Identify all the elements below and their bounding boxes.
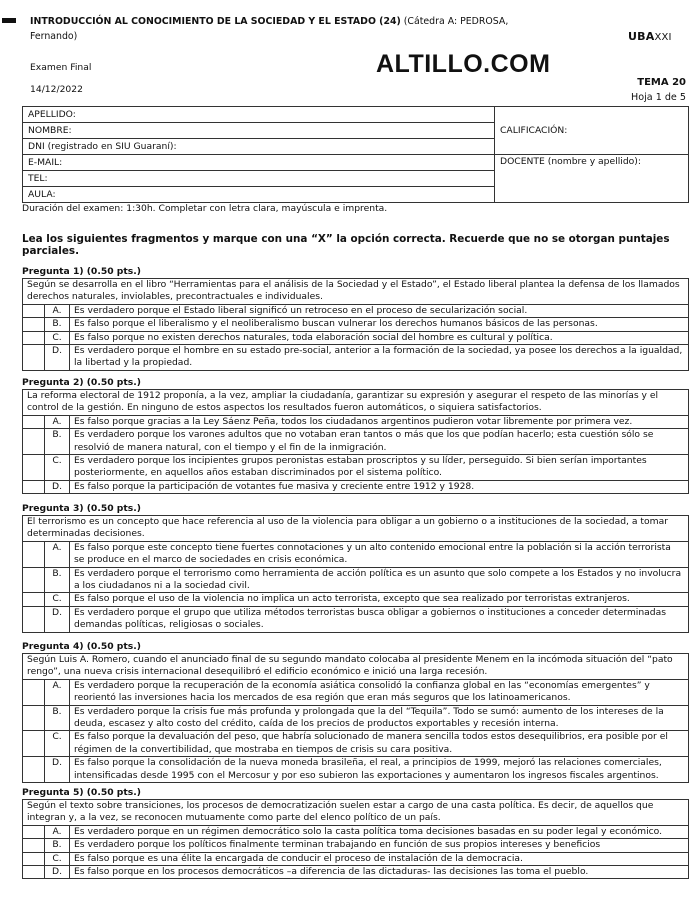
question-4 bbox=[22, 653, 689, 783]
q1-option-b[interactable]: B. Es falso porque el liberalismo y el neoliberalismo buscan vulnerar los derechos humanos básicos de las personas. bbox=[22, 318, 689, 331]
q4-option-c[interactable]: C. Es falso porque la devaluación del peso, que habría solucionado de manera sencilla todos estos desequilibrios, era posible por el régimen de la convertibilidad, que mostraba en tiempos de crisis su cara positiva. bbox=[22, 731, 689, 757]
dni-field[interactable]: DNI (registrado en SIU Guaraní): bbox=[23, 139, 495, 155]
question-4-stem: Según Luis A. Romero, cuando el anunciado final de su segundo mandato colocaba al presidente Menem en la incómoda situación del “pato rengo”, una nueva crisis internacional desequilibró el edificio económico e inició una larga recesión. bbox=[22, 653, 689, 680]
q2-option-c[interactable]: C. Es verdadero porque los incipientes grupos peronistas estaban proscriptos y su líder, perseguido. Si bien serían importantes posteriormente, en aquellos años estaban discriminados por el sistema político. bbox=[22, 455, 689, 481]
exam-title: INTRODUCCIÓN AL CONOCIMIENTO DE LA SOCIEDAD Y EL ESTADO (24) (Cátedra A: PEDROSA, Fernando) bbox=[30, 16, 509, 42]
question-2-header: Pregunta 2) (0.50 pts.) bbox=[22, 377, 141, 388]
exam-date: 14/12/2022 bbox=[30, 84, 83, 95]
question-3-header: Pregunta 3) (0.50 pts.) bbox=[22, 503, 141, 514]
q1-option-a[interactable]: A. Es verdadero porque el Estado liberal significó un retroceso en el proceso de secularización social. bbox=[22, 305, 689, 318]
q5-option-b[interactable]: B. Es verdadero porque los políticos finalmente terminan trabajando en función de sus propios intereses y beneficios bbox=[22, 839, 689, 852]
q2-option-d[interactable]: D. Es falso porque la participación de votantes fue masiva y creciente entre 1912 y 1928. bbox=[22, 481, 689, 494]
question-1-header: Pregunta 1) (0.50 pts.) bbox=[22, 266, 141, 277]
q2-option-b[interactable]: B. Es verdadero porque los varones adultos que no votaban eran tantos o más que los que podían hacerlo; esta cuestión sólo se resolvió de manera natural, con el tiempo y el fin de la inmigración. bbox=[22, 429, 689, 455]
calificacion-field[interactable]: CALIFICACIÓN: bbox=[495, 107, 689, 155]
q5-option-c[interactable]: C. Es falso porque es una élite la encargada de conducir el proceso de instalación de la democracia. bbox=[22, 853, 689, 866]
student-info-table bbox=[22, 106, 689, 203]
question-3 bbox=[22, 515, 689, 633]
page-indicator: Hoja 1 de 5 bbox=[631, 92, 686, 103]
q3-option-c[interactable]: C. Es falso porque el uso de la violencia no implica un acto terrorista, excepto que sea realizado por terroristas extranjeros. bbox=[22, 593, 689, 606]
question-5-header: Pregunta 5) (0.50 pts.) bbox=[22, 787, 141, 798]
corner-mark bbox=[2, 18, 16, 23]
question-1-stem: Según se desarrolla en el libro “Herramientas para el análisis de la Sociedad y el Estado”, el Estado liberal plantea la defensa de los llamados derechos naturales, inviolables, precontractuales e individuales. bbox=[22, 278, 689, 305]
q3-option-a[interactable]: A. Es falso porque este concepto tiene fuertes connotaciones y un alto contenido emocional entre la población si la acción terrorista se produce en el marco de sociedades en crisis económica. bbox=[22, 542, 689, 568]
question-1 bbox=[22, 278, 689, 371]
aula-field[interactable]: AULA: bbox=[23, 187, 495, 203]
question-3-stem: El terrorismo es un concepto que hace referencia al uso de la violencia para obligar a un gobierno o a instituciones de la sociedad, a tomar determinadas decisiones. bbox=[22, 515, 689, 542]
watermark-altillo: ALTILLO.COM bbox=[376, 50, 551, 78]
email-field[interactable]: E-MAIL: bbox=[23, 155, 495, 171]
q5-option-d[interactable]: D. Es falso porque en los procesos democráticos –a diferencia de las dictaduras- las decisiones las toma el pueblo. bbox=[22, 866, 689, 879]
q4-option-a[interactable]: A. Es verdadero porque la recuperación de la economía asiática consolidó la confianza global en las “economías emergentes” y reorientó las inversiones hacia los mercados de esa región que eran más seguros que los latinoamericanos. bbox=[22, 680, 689, 706]
apellido-field[interactable]: APELLIDO: bbox=[23, 107, 495, 123]
question-5 bbox=[22, 799, 689, 879]
tel-field[interactable]: TEL: bbox=[23, 171, 495, 187]
q4-option-d[interactable]: D. Es falso porque la consolidación de la nueva moneda brasileña, el real, a principios de 1999, mejoró las relaciones comerciales, intensificadas desde 1995 con el Mercosur y por eso subieron las exportaciones y aumentaron los ingresos fiscales argentinos. bbox=[22, 757, 689, 783]
question-4-header: Pregunta 4) (0.50 pts.) bbox=[22, 641, 141, 652]
instructions: Lea los siguientes fragmentos y marque con una “X” la opción correcta. Recuerde que no se otorgan puntajes parciales. bbox=[22, 233, 670, 257]
q5-option-a[interactable]: A. Es verdadero porque en un régimen democrático solo la casta política toma decisiones basadas en su poder legal y económico. bbox=[22, 826, 689, 839]
q3-option-b[interactable]: B. Es verdadero porque el terrorismo como herramienta de acción política es un asunto que solo compete a los Estados y no involucra a los ciudadanos ni a la sociedad civil. bbox=[22, 568, 689, 594]
docente-field[interactable]: DOCENTE (nombre y apellido): bbox=[495, 155, 689, 203]
q2-option-a[interactable]: A. Es falso porque gracias a la Ley Sáenz Peña, todos los ciudadanos argentinos pudieron votar libremente por primera vez. bbox=[22, 416, 689, 429]
q4-option-b[interactable]: B. Es verdadero porque la crisis fue más profunda y prolongada que la del “Tequila”. Todo se sumó: aumento de los intereses de la deuda, escasez y alto costo del crédito, caída de los precios de productos exportables y recesión interna. bbox=[22, 706, 689, 732]
question-5-stem: Según el texto sobre transiciones, los procesos de democratización suelen estar a cargo de una casta política. Es decir, de aquellos que integran y, a la vez, se reconocen mutuamente como parte del elenco político de un país. bbox=[22, 799, 689, 826]
q3-option-d[interactable]: D. Es verdadero porque el grupo que utiliza métodos terroristas busca obligar a gobiernos o instituciones a conceder determinadas demandas políticas, religiosas o sociales. bbox=[22, 607, 689, 633]
q1-option-d[interactable]: D. Es verdadero porque el hombre en su estado pre-social, anterior a la formación de la sociedad, ya posee los derechos a la igualdad, la libertad y la propiedad. bbox=[22, 345, 689, 371]
q1-option-c[interactable]: C. Es falso porque no existen derechos naturales, toda elaboración social del hombre es cultural y política. bbox=[22, 332, 689, 345]
nombre-field[interactable]: NOMBRE: bbox=[23, 123, 495, 139]
duration-note: Duración del examen: 1:30h. Completar con letra clara, mayúscula e imprenta. bbox=[22, 203, 388, 214]
exam-type: Examen Final bbox=[30, 62, 92, 73]
question-2-stem: La reforma electoral de 1912 proponía, a la vez, ampliar la ciudadanía, garantizar su expresión y asegurar el respeto de las minorías y el control de la gestión. En ninguno de estos aspectos los resultados fueron automáticos, o siquiera satisfactorios. bbox=[22, 389, 689, 416]
question-2 bbox=[22, 389, 689, 494]
tema-label: TEMA 20 bbox=[637, 77, 686, 88]
uba-logo: UBAXXI bbox=[628, 30, 672, 43]
